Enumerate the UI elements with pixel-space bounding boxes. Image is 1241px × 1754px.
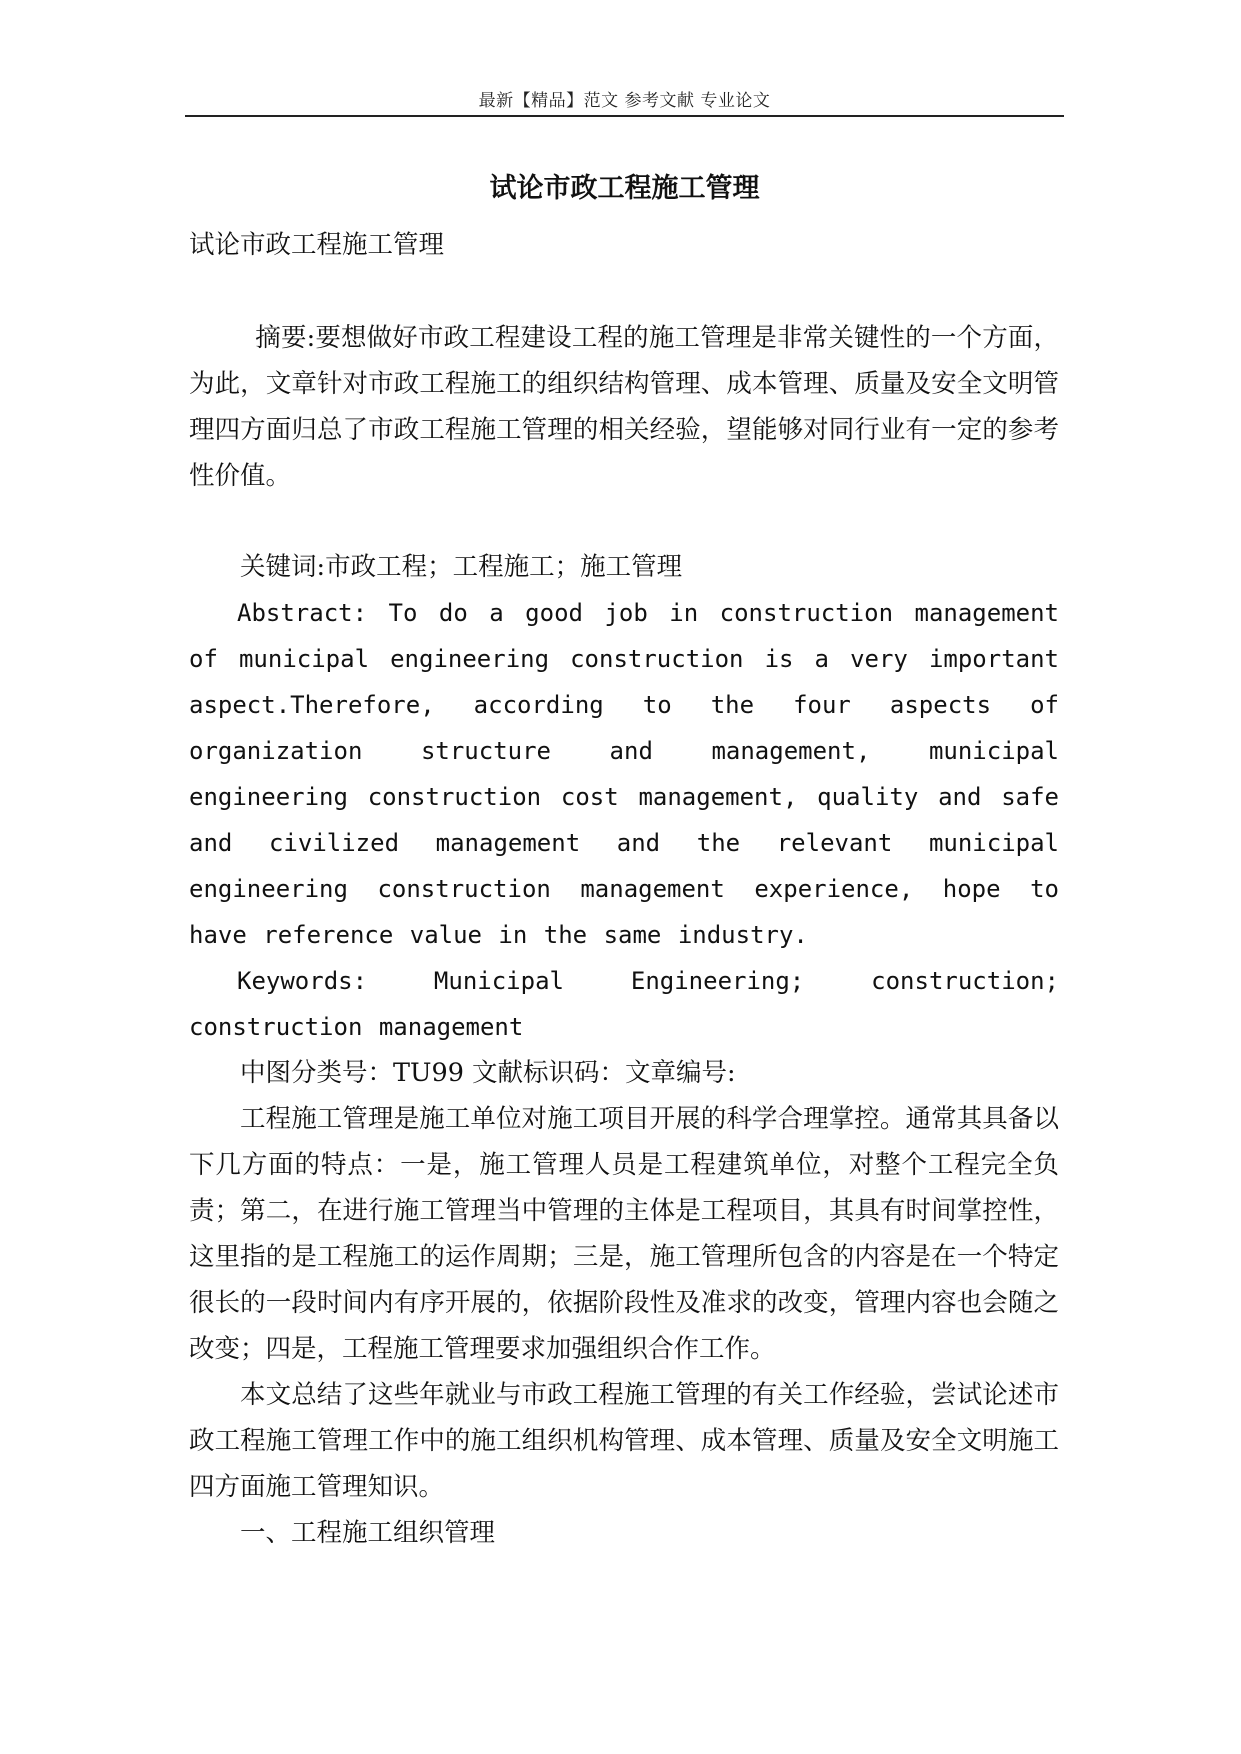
body-paragraph: 本文总结了这些年就业与市政工程施工管理的有关工作经验，尝试论述市政工程施工管理工作中的施工组织机构管理、成本管理、质量及安全文明施工四方面施工管理知识。 [189, 1380, 1059, 1502]
keywords-english: Keywords: Municipal Engineering; construction; construction management [189, 967, 1059, 1041]
document-title: 试论市政工程施工管理 [489, 173, 760, 204]
header-rule [185, 115, 1064, 117]
abstract-chinese: 摘要:要想做好市政工程建设工程的施工管理是非常关键性的一个方面，为此，文章针对市政工程施工的组织结构管理、成本管理、质量及安全文明管理四方面归总了市政工程施工管理的相关经验，望能够对同行业有一定的参考性价值。 [189, 323, 1059, 491]
document-subtitle: 试论市政工程施工管理 [189, 230, 445, 260]
body-paragraph: 工程施工管理是施工单位对施工项目开展的科学合理掌控。通常其具备以下几方面的特点：一是，施工管理人员是工程建筑单位，对整个工程完全负责；第二，在进行施工管理当中管理的主体是工程项目，其具有时间掌控性，这里指的是工程施工的运作周期；三是，施工管理所包含的内容是在一个特定很长的一段时间内有序开展的，依据阶段性及准求的改变，管理内容也会随之改变；四是，工程施工管理要求加强组织合作工作。 [189, 1104, 1059, 1364]
spacer [189, 499, 1059, 544]
spacer [189, 268, 1059, 315]
abstract-english: Abstract: To do a good job in construction management of municipal engineering construction is a very important aspect.Therefore, according to the four aspects of organization structure and management, municipal engineering construction cost management, quality and safe and civilized management and the relevant municipal engineering construction management experience, hope to have reference value in the same industry. [189, 599, 1059, 949]
classification-line: 中图分类号：TU99 文献标识码：文章编号: [240, 1058, 736, 1088]
document-body [189, 222, 1059, 1556]
page-header: 最新【精品】范文 参考文献 专业论文 [478, 91, 771, 111]
keywords-chinese: 关键词:市政工程；工程施工；施工管理 [240, 552, 683, 582]
section-heading: 一、工程施工组织管理 [240, 1518, 496, 1548]
